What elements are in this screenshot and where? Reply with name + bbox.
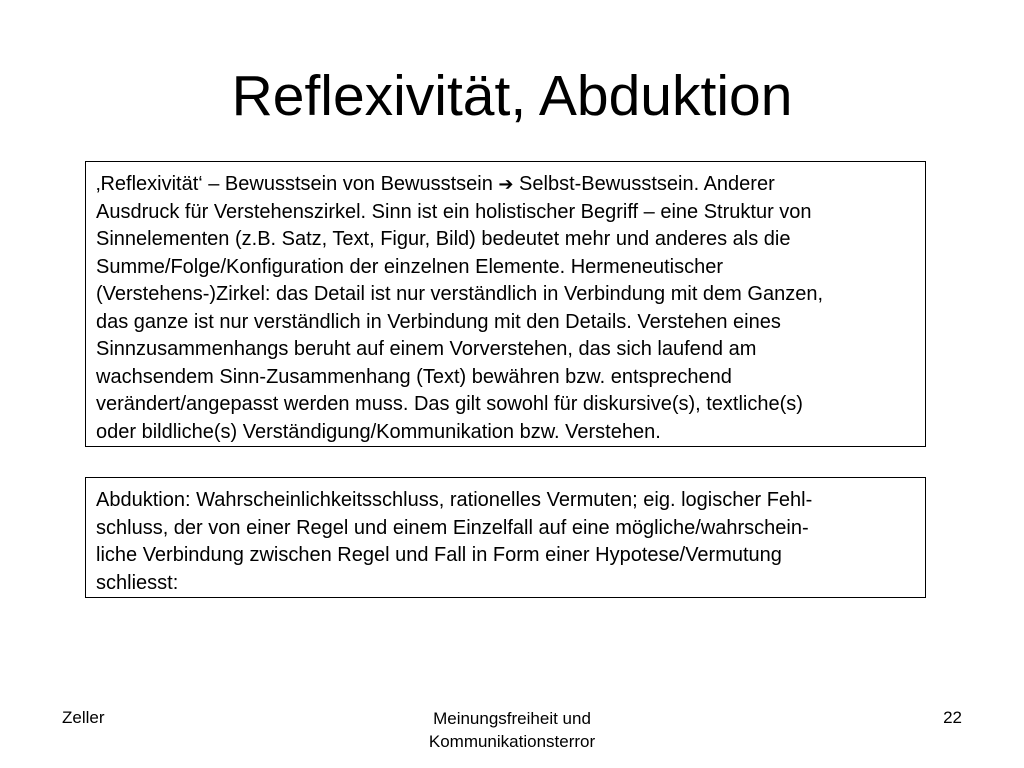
abduction-line-2: schluss, der von einer Regel und einem Einzelfall auf eine mögliche/wahrschein- — [96, 516, 809, 539]
abduction-line-3: liche Verbindung zwischen Regel und Fall in Form einer Hypotese/Vermutung — [96, 544, 782, 566]
reflexivity-line-7: Sinnzusammenhangs beruht auf einem Vorverstehen, das sich laufend am — [96, 338, 757, 360]
reflexivity-line-8: wachsendem Sinn-Zusammenhang (Text) bewähren bzw. entsprechend — [96, 365, 732, 388]
footer-title — [362, 707, 662, 753]
footer-title-line-1: Meinungsfreiheit und — [433, 709, 591, 728]
abduction-text-box — [85, 477, 926, 598]
reflexivity-line-4: Summe/Folge/Konfiguration der einzelnen Elemente. Hermeneutischer — [96, 255, 724, 278]
right-arrow-icon: ➔ — [498, 174, 514, 195]
slide-title: Reflexivität, Abduktion — [231, 64, 793, 128]
reflexivity-text-box — [85, 161, 926, 447]
footer-author: Zeller — [62, 708, 105, 727]
reflexivity-line-2: Ausdruck für Verstehenszirkel. Sinn ist ein holistischer Begriff – eine Struktur von — [96, 200, 812, 223]
reflexivity-line-1 — [96, 171, 919, 199]
reflexivity-line-10: oder bildliche(s) Verständigung/Kommunikation bzw. Verstehen. — [96, 420, 661, 443]
abduction-line-1: Abduktion: Wahrscheinlichkeitsschluss, rationelles Vermuten; eig. logischer Fehl- — [96, 489, 813, 511]
reflexivity-line-1-start: ‚Reflexivität‘ – Bewusstsein von Bewusstsein — [96, 173, 499, 195]
reflexivity-line-1-end: Selbst-Bewusstsein. Anderer — [513, 173, 775, 195]
reflexivity-line-5: (Verstehens-)Zirkel: das Detail ist nur verständlich in Verbindung mit dem Ganzen, — [96, 283, 824, 305]
reflexivity-line-3: Sinnelementen (z.B. Satz, Text, Figur, Bild) bedeutet mehr und anderes als die — [96, 228, 791, 250]
abduction-line-4: schliesst: — [96, 571, 179, 594]
reflexivity-line-9: verändert/angepasst werden muss. Das gilt sowohl für diskursive(s), textliche(s) — [96, 393, 803, 415]
reflexivity-line-6: das ganze ist nur verständlich in Verbindung mit den Details. Verstehen eines — [96, 310, 781, 333]
footer-title-line-2: Kommunikationsterror — [428, 732, 596, 751]
page-number: 22 — [943, 708, 962, 727]
